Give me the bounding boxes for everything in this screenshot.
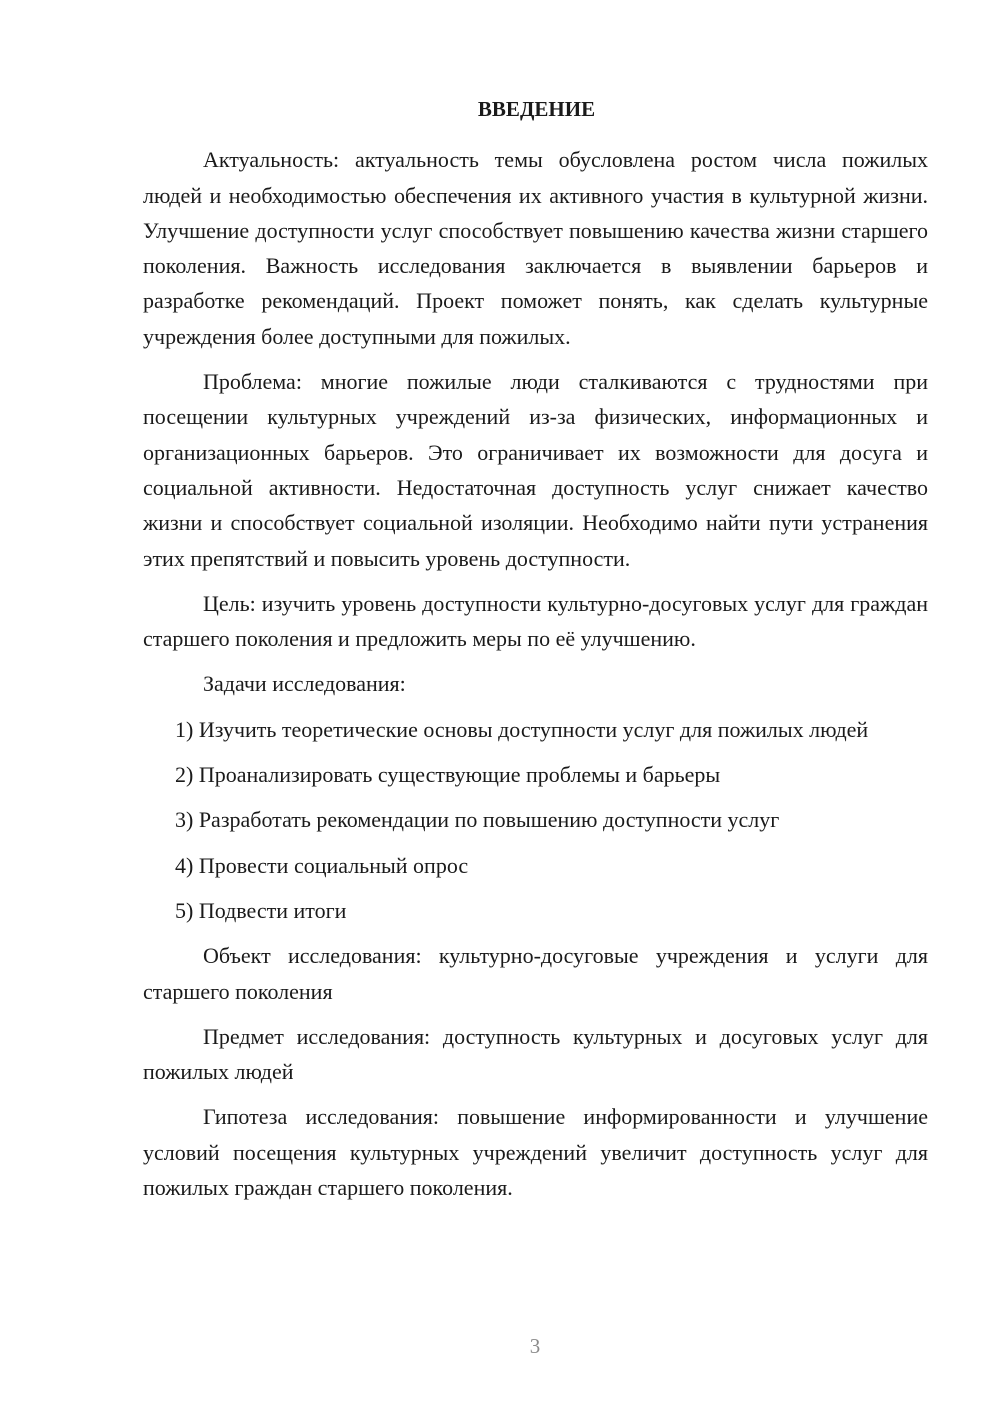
goal-paragraph: Цель: изучить уровень доступности культурно-досуговых услуг для граждан старшего поколения и предложить меры по её улучшению.: [143, 590, 928, 652]
task-item: 1) Изучить теоретические основы доступности услуг для пожилых людей: [175, 716, 869, 742]
object-paragraph: Объект исследования: культурно-досуговые учреждения и услуги для старшего поколения: [143, 943, 928, 1004]
page-number: 3: [529, 1334, 541, 1358]
tasks-title: Задачи исследования:: [203, 671, 406, 697]
page-content: [143, 92, 928, 1215]
relevance-paragraph: Актуальность: актуальность темы обусловлена ростом числа пожилых людей и необходимостью обеспечения их активного участия в культурной жизни. Улучшение доступности услуг способствует повышению качества жизни старшего поколения. Важность исследования заключается в выявлении барьеров и разработке рекомендаций. Проект поможет понять, как сделать культурные учреждения более доступными для пожилых.: [143, 147, 928, 349]
task-item: 5) Подвести итоги: [175, 897, 347, 923]
task-item: 4) Провести социальный опрос: [175, 852, 469, 878]
problem-paragraph: Проблема: многие пожилые люди сталкиваются с трудностями при посещении культурных учреждений из-за физических, информационных и организационных барьеров. Это ограничивает их возможности для досуга и социальной активности. Недостаточная доступность услуг снижает качество жизни и способствует социальной изоляции. Необходимо найти пути устранения этих препятствий и повысить уровень доступности.: [143, 369, 928, 571]
section-heading: ВВЕДЕНИЕ: [477, 97, 596, 121]
subject-paragraph: Предмет исследования: доступность культурных и досуговых услуг для пожилых людей: [143, 1023, 928, 1085]
task-item: 3) Разработать рекомендации по повышению доступности услуг: [175, 807, 780, 833]
task-item: 2) Проанализировать существующие проблемы и барьеры: [175, 762, 721, 788]
hypothesis-paragraph: Гипотеза исследования: повышение информированности и улучшение условий посещения культурных учреждений увеличит доступность услуг для пожилых граждан старшего поколения.: [143, 1104, 928, 1201]
